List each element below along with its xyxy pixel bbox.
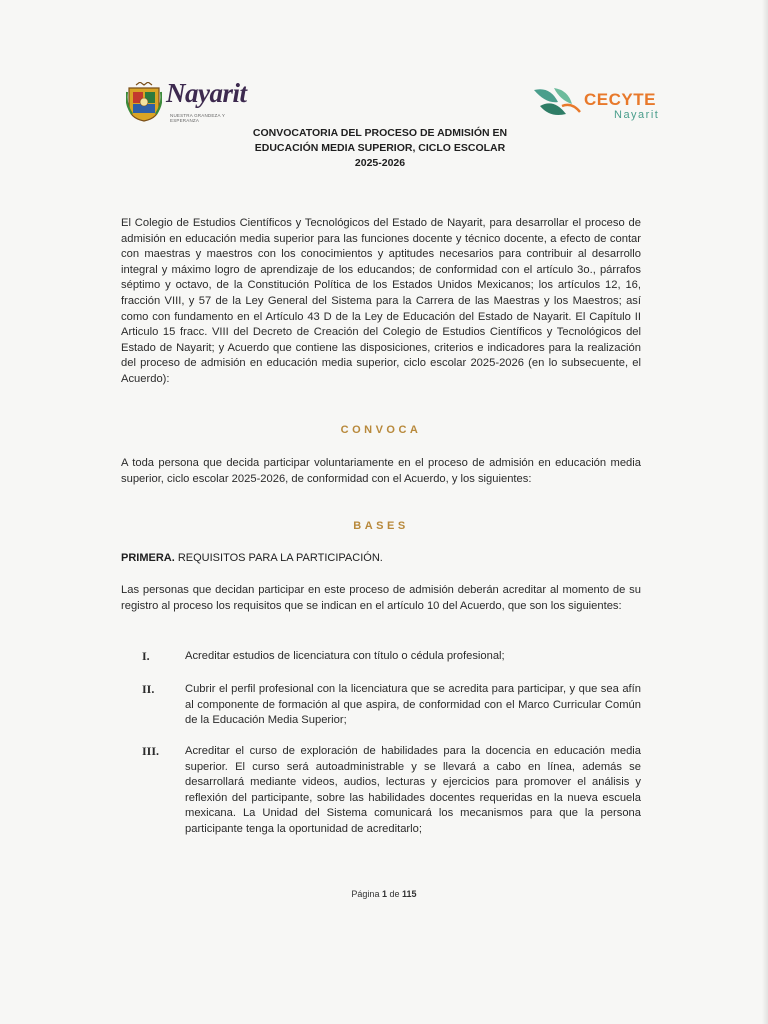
list-item-number: II.	[142, 682, 155, 696]
cecyte-subname: Nayarit	[614, 109, 660, 121]
list-item-number: I.	[142, 649, 150, 663]
list-item-text: Acreditar estudios de licenciatura con título o cédula profesional;	[185, 650, 505, 662]
primera-title: REQUISITOS PARA LA PARTICIPACIÓN.	[177, 552, 383, 564]
scan-edge	[762, 0, 768, 1024]
title-line-3: 2025-2026	[354, 157, 406, 169]
intro-paragraph: El Colegio de Estudios Científicos y Tecnológicos del Estado de Nayarit, para desarrollar el proceso de admisión en educación media superior para las funciones docente y técnico docente, a efecto de contar con maestras y maestros con los conocimientos y aptitudes necesarios para contribuir al desarrollo integral y máximo logro de aprendizaje de los educandos; de conformidad con el artículo 3o., párrafos séptimo y octavo, de la Constitución Política de los Estados Unidos Mexicanos; los artículos 12, 16, fracción VIII, y 57 de la Ley General del Sistema para la Carrera de las Maestras y los Maestros; así como con fundamento en el Artículo 43 D de la Ley de Educación del Estado de Nayarit. El Capítulo II Articulo 15 fracc. VIII del Decreto de Creación del Colegio de Estudios Científicos y Tecnológicos del Estado de Nayarit; y Acuerdo que contiene las disposiciones, criterios e indicadores para la realización del proceso de admisión en educación media superior, ciclo escolar 2025-2026 (en lo subsecuente, el Acuerdo):	[121, 217, 641, 385]
title-line-1: CONVOCATORIA DEL PROCESO DE ADMISIÓN EN	[252, 127, 508, 139]
document-title	[220, 126, 540, 171]
primera-label: PRIMERA.	[121, 552, 175, 564]
nayarit-tagline: NUESTRA GRANDEZA Y ESPERANZA	[170, 113, 225, 123]
cecyte-logo	[532, 84, 664, 128]
page-number-sep: de	[389, 889, 400, 899]
nayarit-wordmark: Nayarit	[166, 78, 247, 108]
cecyte-leaf-icon	[532, 84, 584, 126]
list-item-text: Acreditar el curso de exploración de habilidades para la docencia en educación media superior. El curso será autoadministrable y se llevará a cabo en línea, además se desarrollará mediante videos, audios, lecturas y ejercicios para promover el análisis y reflexión del participante, sobre las habilidades docentes requeridas en la nueva escuela mexicana. La Unidad del Sistema comunicará los mecanismos para que la persona participante tenga la oportunidad de acreditarlo;	[185, 745, 641, 835]
bases-heading: BASES	[353, 520, 409, 532]
page-number-current: 1	[381, 889, 387, 899]
convoca-paragraph: A toda persona que decida participar voluntariamente en el proceso de admisión en educación media superior, ciclo escolar 2025-2026, de conformidad con el Acuerdo, y los siguientes:	[121, 457, 641, 485]
list-item-text: Cubrir el perfil profesional con la licenciatura que se acredita para participar, y que sea afín al componente de formación al que aspira, de conformidad con el Marco Curricular Común de la Educación Media Superior;	[185, 683, 641, 727]
primera-heading	[121, 552, 383, 564]
nayarit-logo	[126, 80, 254, 126]
page-number-prefix: Página	[351, 889, 380, 899]
requisitos-intro: Las personas que decidan participar en este proceso de admisión deberán acreditar al momento de su registro al proceso los requisitos que se indican en el artículo 10 del Acuerdo, que son los siguientes:	[121, 584, 641, 612]
state-coat-of-arms-icon	[126, 82, 162, 122]
page-number-total: 115	[402, 889, 417, 899]
page-number	[0, 889, 768, 899]
convoca-heading: CONVOCA	[340, 424, 422, 436]
cecyte-name: CECYTE	[584, 90, 656, 109]
title-line-2: EDUCACIÓN MEDIA SUPERIOR, CICLO ESCOLAR	[254, 142, 506, 154]
list-item-number: III.	[142, 744, 160, 758]
